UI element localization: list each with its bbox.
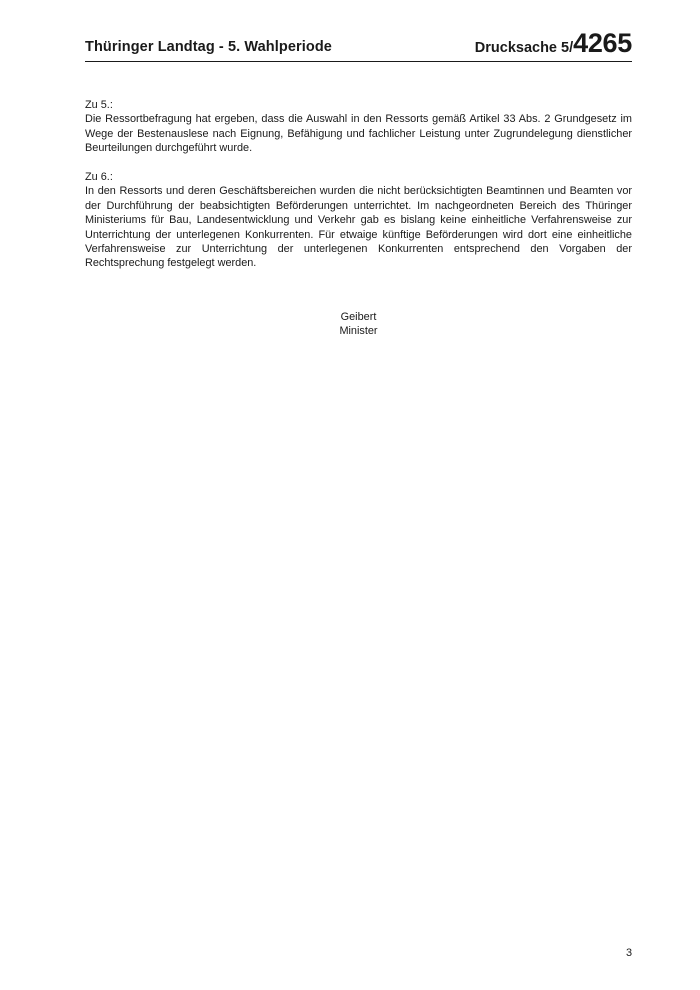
document-number: 4265 — [573, 28, 632, 58]
signature-block — [85, 310, 632, 339]
section-text: Die Ressortbefragung hat ergeben, dass die Auswahl in den Ressorts gemäß Artikel 33 Abs. 2 Grundgesetz im Wege der Bestenauslese nach Eignung, Befähigung und fachlicher Leistung unter Zugrundelegung dienstlicher Beurteilungen durchgeführt wurde. — [85, 113, 632, 155]
signatory-name: Geibert — [340, 311, 377, 323]
page-header — [85, 30, 632, 62]
header-title: Thüringer Landtag - 5. Wahlperiode — [85, 39, 332, 55]
document-prefix: Drucksache 5/ — [474, 40, 574, 56]
signatory-role: Minister — [339, 325, 378, 338]
document-reference — [475, 30, 632, 57]
document-body — [85, 98, 632, 285]
header-divider — [85, 61, 632, 62]
section-label: Zu 5.: — [85, 99, 113, 111]
page-number: 3 — [625, 947, 632, 959]
section-text: In den Ressorts und deren Geschäftsbereichen wurden die nicht berücksichtigten Beamtinnen und Beamten vor der Durchführung der beabsichtigten Beförderungen unterrichtet. Im nachgeordneten Bereich des Thüringer Ministeriums für Bau, Landesentwicklung und Verkehr gab es bislang keine einheitliche Verfahrensweise zur Unterrichtung der unterlegenen Konkurrenten. Für etwaige künftige Beförderungen wird dort eine einheitliche Verfahrensweise zur Unterrichtung der unterlegenen Konkurrenten entsprechend den Vorgaben der Rechtsprechung festgelegt werden. — [85, 185, 632, 270]
answer-section-6 — [85, 170, 632, 271]
section-label: Zu 6.: — [85, 171, 113, 184]
answer-section-5 — [85, 98, 632, 156]
